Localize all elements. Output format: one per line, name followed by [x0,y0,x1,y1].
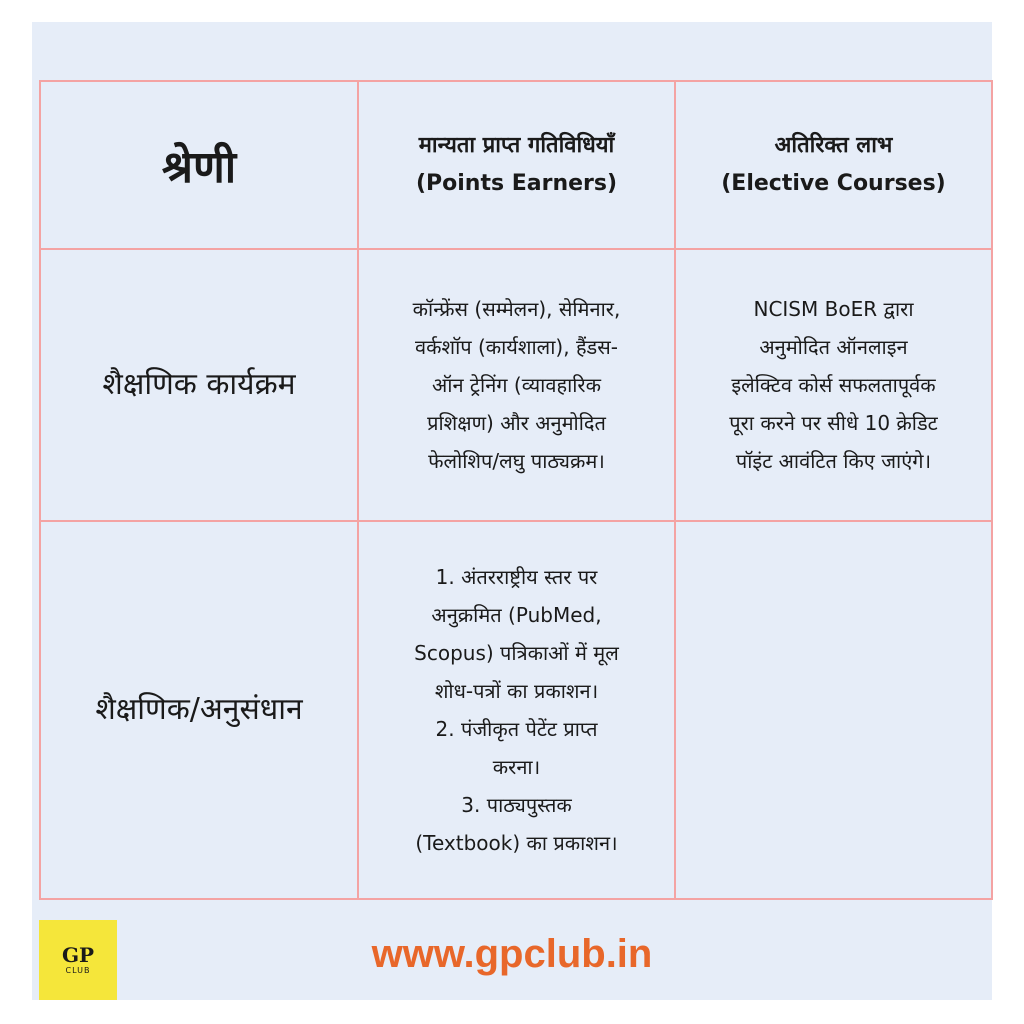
header-category [40,81,358,249]
header-category-label: श्रेणी [161,142,237,193]
row2-category [40,521,358,899]
header-activities [358,81,675,249]
table-header-row [40,81,992,249]
row1-activities-line: फेलोशिप/लघु पाठ्यक्रम। [428,449,605,473]
row2-benefits-empty [675,521,992,899]
row2-activities-line: Scopus) पत्रिकाओं में मूल [414,641,619,665]
gp-club-logo[interactable] [39,920,117,1000]
table-row [40,521,992,899]
row1-benefits [675,249,992,521]
points-table-container [39,80,991,898]
header-activities-line1: मान्यता प्राप्त गतिविधियाँ [418,133,615,158]
row1-activities-line: प्रशिक्षण) और अनुमोदित [427,411,606,435]
row2-activities-line: 2. पंजीकृत पेटेंट प्राप्त [435,717,598,741]
header-benefits-line1: अतिरिक्त लाभ [774,133,893,158]
row2-activities-line: करना। [492,755,541,779]
row1-activities-line: ऑन ट्रेनिंग (व्यावहारिक [432,373,601,397]
header-benefits-line2: (Elective Courses) [721,171,946,196]
row1-activities-line: वर्कशॉप (कार्यशाला), हैंडस- [414,335,618,359]
row1-benefits-line: पॉइंट आवंटित किए जाएंगे। [735,449,932,473]
row2-activities-line: शोध-पत्रों का प्रकाशन। [434,679,599,703]
table-row [40,249,992,521]
website-link[interactable]: www.gpclub.in [371,932,653,976]
logo-main-text: GP [61,943,95,967]
row2-activities-line: (Textbook) का प्रकाशन। [415,831,618,855]
row1-benefits-line: अनुमोदित ऑनलाइन [759,335,908,359]
row1-activities [358,249,675,521]
row2-activities [358,521,675,899]
points-table [39,80,993,900]
row1-category-label: शैक्षणिक कार्यक्रम [102,367,296,402]
row1-benefits-line: इलेक्टिव कोर्स सफलतापूर्वक [731,373,936,397]
row1-activities-line: कॉन्फ्रेंस (सम्मेलन), सेमिनार, [412,297,621,321]
row2-activities-line: अनुक्रमित (PubMed, [431,603,602,627]
header-benefits [675,81,992,249]
row1-benefits-line: पूरा करने पर सीधे 10 क्रेडिट [729,411,938,435]
row2-activities-line: 3. पाठ्यपुस्तक [461,793,572,817]
header-activities-line2: (Points Earners) [415,171,618,196]
row1-category [40,249,358,521]
row1-benefits-line: NCISM BoER द्वारा [753,297,914,321]
row2-activities-line: 1. अंतरराष्ट्रीय स्तर पर [435,565,598,589]
logo-sub-text: CLUB [65,966,91,975]
row2-category-label: शैक्षणिक/अनुसंधान [95,692,303,727]
